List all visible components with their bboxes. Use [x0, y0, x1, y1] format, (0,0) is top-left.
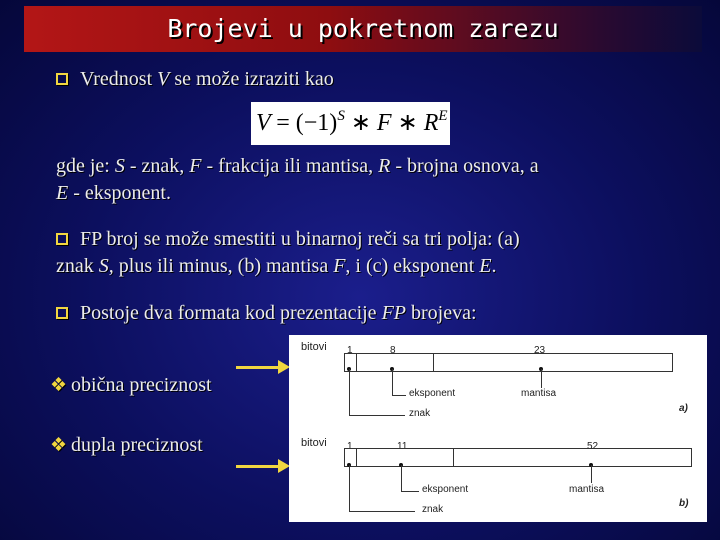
def-f: - frakcija ili mantisa,	[201, 155, 379, 177]
bullet-value-expression	[56, 66, 334, 93]
var-e: E	[56, 182, 69, 204]
bits-header: bitovi	[301, 437, 327, 449]
var-s: S	[114, 155, 125, 177]
formula-equals: =	[276, 110, 290, 136]
leader-line	[392, 369, 393, 395]
variable-v: V	[157, 68, 170, 90]
square-bullet-icon	[56, 307, 68, 319]
slide-title: Brojevi u pokretnom zarezu	[167, 14, 559, 43]
field-divider	[433, 353, 434, 372]
bit-count-sign: 1	[347, 441, 353, 452]
bullet-text: brojeva:	[406, 302, 477, 324]
bit-count-sign: 1	[347, 345, 353, 356]
var-e: E	[479, 255, 492, 277]
bullet-two-formats	[56, 300, 477, 327]
bullet-text: , i (c) eksponent	[345, 255, 480, 277]
arrow-icon	[236, 366, 280, 369]
def-s: - znak,	[124, 155, 190, 177]
field-divider	[356, 448, 357, 467]
sub-bullet-text: obična preciznost	[71, 374, 212, 396]
leader-line	[401, 465, 402, 491]
formula-exponent-s: S	[337, 108, 345, 124]
bullet-text: Vrednost	[80, 68, 158, 90]
format-a-tag: a)	[679, 403, 688, 414]
leader-line	[349, 511, 415, 512]
bullet-fp-fields	[56, 226, 656, 280]
formula-image	[251, 102, 450, 145]
sub-bullet-text: dupla preciznost	[71, 434, 203, 456]
fp-term: FP	[381, 302, 406, 324]
label-exponent: eksponent	[409, 388, 456, 399]
label-mantissa: mantisa	[521, 388, 557, 399]
formula-f: F	[376, 110, 392, 136]
leader-line	[591, 465, 592, 483]
diamond-bullet-icon: ❖	[50, 435, 68, 456]
leader-line	[349, 465, 350, 511]
bit-count-mantissa: 23	[534, 345, 546, 356]
bullet-text: FP broj se može smestiti u binarnoj reči sa tri polja: (a)	[80, 228, 520, 250]
fp-format-diagram	[289, 335, 707, 522]
var-f: F	[189, 155, 202, 177]
formula-multiply: ∗	[397, 110, 418, 136]
field-divider	[356, 353, 357, 372]
square-bullet-icon	[56, 233, 68, 245]
leader-line	[541, 369, 542, 388]
field-divider	[453, 448, 454, 467]
definitions-prefix: gde je:	[56, 155, 115, 177]
bullet-text: plus ili minus, (b) mantisa	[113, 255, 334, 277]
formula-exponent-e: E	[438, 108, 448, 124]
format-b-tag: b)	[679, 498, 689, 509]
def-r: - brojna osnova, a	[390, 155, 539, 177]
leader-line	[401, 491, 419, 492]
sub-bullet-double-precision	[50, 432, 203, 459]
label-sign: znak	[409, 408, 431, 419]
arrow-icon	[236, 465, 280, 468]
definitions-text	[56, 153, 656, 207]
bit-count-exponent: 8	[390, 345, 396, 356]
leader-line	[349, 415, 405, 416]
label-mantissa: mantisa	[569, 484, 605, 495]
diamond-bullet-icon: ❖	[50, 375, 68, 396]
bullet-text: Postoje dva formata kod prezentacije	[80, 302, 382, 324]
label-exponent: eksponent	[422, 484, 469, 495]
leader-line	[392, 395, 406, 396]
var-f: F	[333, 255, 346, 277]
bullet-text: znak	[56, 255, 99, 277]
formula-base: (−1)	[295, 110, 338, 136]
format-b-word	[344, 448, 692, 467]
label-sign: znak	[422, 504, 444, 515]
bits-header: bitovi	[301, 341, 327, 353]
formula-multiply: ∗	[350, 110, 371, 136]
square-bullet-icon	[56, 73, 68, 85]
def-e: - eksponent.	[68, 182, 171, 204]
var-r: R	[378, 155, 391, 177]
formula-v: V	[256, 110, 271, 136]
bullet-text: .	[491, 255, 497, 277]
bullet-text: se može izraziti kao	[169, 68, 334, 90]
bit-count-exponent: 11	[397, 441, 408, 452]
var-s: S,	[98, 255, 114, 277]
title-bar	[24, 6, 702, 52]
sub-bullet-single-precision	[50, 372, 212, 399]
formula-r: R	[423, 110, 439, 136]
leader-line	[349, 369, 350, 415]
bit-count-mantissa: 52	[587, 441, 599, 452]
